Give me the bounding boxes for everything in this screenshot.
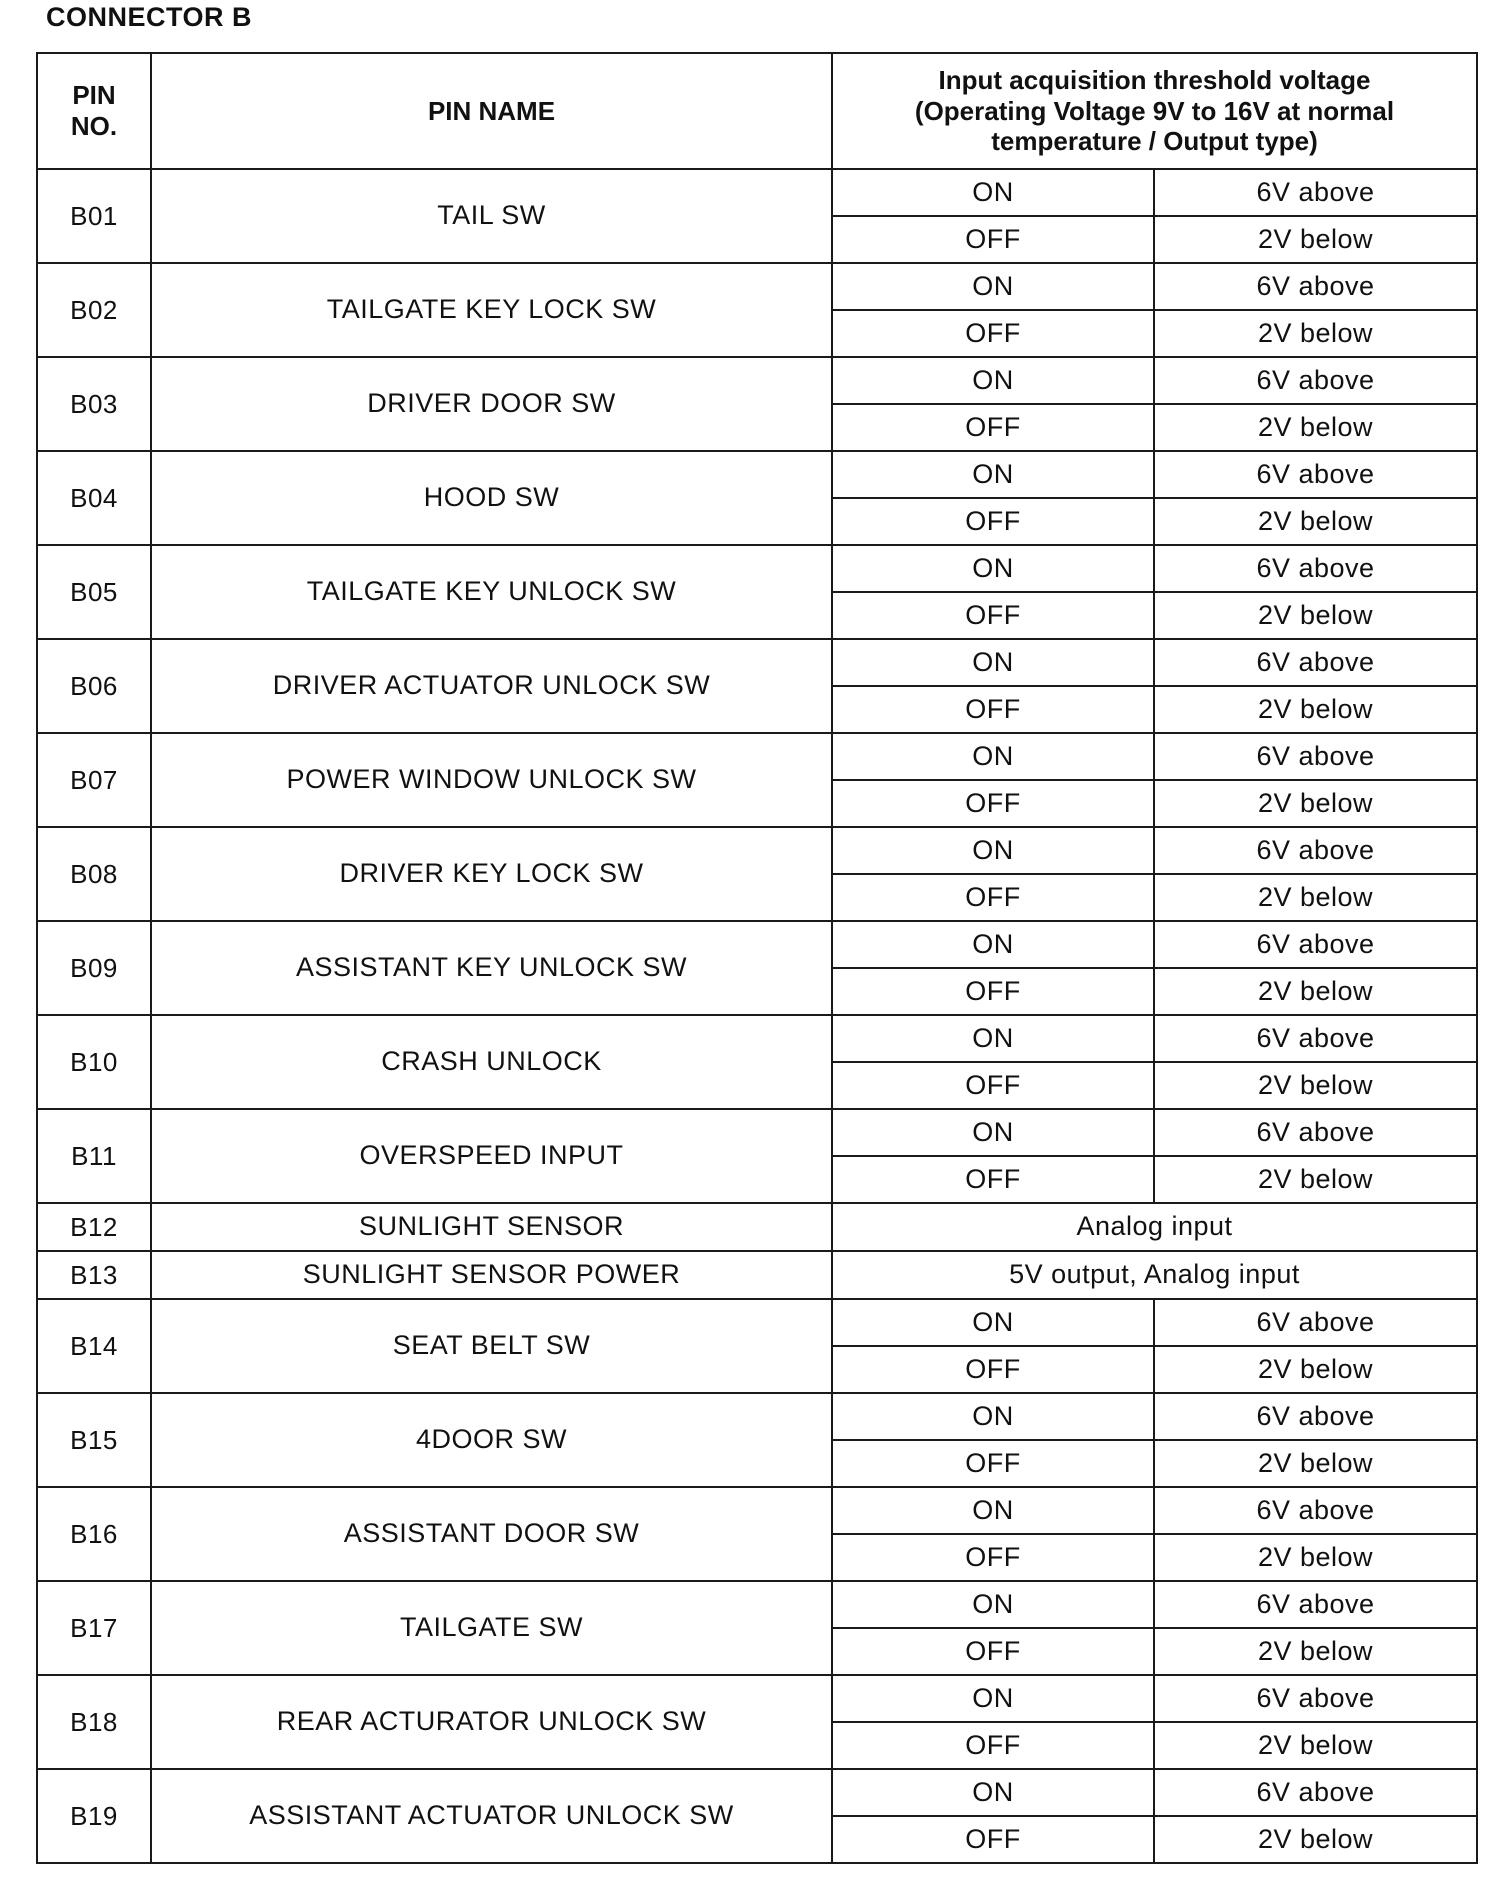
on-threshold-value: 6V above	[1154, 733, 1477, 780]
pin-name: ASSISTANT ACTUATOR UNLOCK SW	[151, 1769, 832, 1863]
off-threshold-value: 2V below	[1154, 1346, 1477, 1393]
table-row	[37, 169, 1477, 216]
on-state-label: ON	[832, 921, 1154, 968]
on-state-label: ON	[832, 1015, 1154, 1062]
table-row	[37, 1769, 1477, 1816]
off-threshold-value: 2V below	[1154, 404, 1477, 451]
off-state-label: OFF	[832, 874, 1154, 921]
off-threshold-value: 2V below	[1154, 310, 1477, 357]
on-state-label: ON	[832, 357, 1154, 404]
pin-name: HOOD SW	[151, 451, 832, 545]
on-threshold-value: 6V above	[1154, 639, 1477, 686]
table-row	[37, 263, 1477, 310]
off-threshold-value: 2V below	[1154, 1062, 1477, 1109]
pin-number: B07	[37, 733, 151, 827]
off-state-label: OFF	[832, 1722, 1154, 1769]
connector-pin-table	[36, 52, 1478, 1864]
pin-number: B13	[37, 1251, 151, 1299]
header-pin-no: PIN NO.	[37, 53, 151, 169]
on-threshold-value: 6V above	[1154, 1109, 1477, 1156]
off-state-label: OFF	[832, 1628, 1154, 1675]
pin-number: B16	[37, 1487, 151, 1581]
on-state-label: ON	[832, 733, 1154, 780]
off-state-label: OFF	[832, 498, 1154, 545]
pin-name: DRIVER KEY LOCK SW	[151, 827, 832, 921]
off-state-label: OFF	[832, 1346, 1154, 1393]
off-threshold-value: 2V below	[1154, 1534, 1477, 1581]
pin-number: B04	[37, 451, 151, 545]
pin-number: B06	[37, 639, 151, 733]
pin-number: B17	[37, 1581, 151, 1675]
on-threshold-value: 6V above	[1154, 357, 1477, 404]
pin-number: B19	[37, 1769, 151, 1863]
table-row	[37, 1203, 1477, 1251]
off-threshold-value: 2V below	[1154, 1722, 1477, 1769]
off-threshold-value: 2V below	[1154, 1628, 1477, 1675]
pin-name: SUNLIGHT SENSOR	[151, 1203, 832, 1251]
pin-number: B05	[37, 545, 151, 639]
off-threshold-value: 2V below	[1154, 1440, 1477, 1487]
pin-number: B03	[37, 357, 151, 451]
pin-number: B09	[37, 921, 151, 1015]
off-threshold-value: 2V below	[1154, 498, 1477, 545]
on-state-label: ON	[832, 1675, 1154, 1722]
off-state-label: OFF	[832, 216, 1154, 263]
on-threshold-value: 6V above	[1154, 545, 1477, 592]
on-state-label: ON	[832, 1769, 1154, 1816]
on-state-label: ON	[832, 827, 1154, 874]
table-row	[37, 1581, 1477, 1628]
on-state-label: ON	[832, 545, 1154, 592]
on-state-label: ON	[832, 169, 1154, 216]
off-threshold-value: 2V below	[1154, 216, 1477, 263]
off-state-label: OFF	[832, 1816, 1154, 1863]
on-threshold-value: 6V above	[1154, 1581, 1477, 1628]
on-threshold-value: 6V above	[1154, 169, 1477, 216]
on-state-label: ON	[832, 1299, 1154, 1346]
off-state-label: OFF	[832, 1534, 1154, 1581]
pin-name: SUNLIGHT SENSOR POWER	[151, 1251, 832, 1299]
table-row	[37, 451, 1477, 498]
on-state-label: ON	[832, 263, 1154, 310]
output-type: Analog input	[832, 1203, 1477, 1251]
pin-name: TAILGATE KEY UNLOCK SW	[151, 545, 832, 639]
table-row	[37, 639, 1477, 686]
on-threshold-value: 6V above	[1154, 1015, 1477, 1062]
pin-name: TAIL SW	[151, 169, 832, 263]
on-threshold-value: 6V above	[1154, 1675, 1477, 1722]
off-state-label: OFF	[832, 404, 1154, 451]
table-row	[37, 921, 1477, 968]
header-threshold: Input acquisition threshold voltage (Operating Voltage 9V to 16V at normal temperature / Output type)	[832, 53, 1477, 169]
on-threshold-value: 6V above	[1154, 1487, 1477, 1534]
table-header	[37, 53, 1477, 169]
off-state-label: OFF	[832, 686, 1154, 733]
off-threshold-value: 2V below	[1154, 592, 1477, 639]
on-threshold-value: 6V above	[1154, 827, 1477, 874]
off-threshold-value: 2V below	[1154, 780, 1477, 827]
pin-name: TAILGATE KEY LOCK SW	[151, 263, 832, 357]
on-threshold-value: 6V above	[1154, 263, 1477, 310]
pin-number: B11	[37, 1109, 151, 1203]
pin-number: B12	[37, 1203, 151, 1251]
table-row	[37, 733, 1477, 780]
pin-name: REAR ACTURATOR UNLOCK SW	[151, 1675, 832, 1769]
off-state-label: OFF	[832, 1062, 1154, 1109]
pin-number: B14	[37, 1299, 151, 1393]
off-threshold-value: 2V below	[1154, 874, 1477, 921]
table-row	[37, 1675, 1477, 1722]
off-state-label: OFF	[832, 1156, 1154, 1203]
on-threshold-value: 6V above	[1154, 921, 1477, 968]
pin-number: B10	[37, 1015, 151, 1109]
pin-name: POWER WINDOW UNLOCK SW	[151, 733, 832, 827]
pin-name: OVERSPEED INPUT	[151, 1109, 832, 1203]
page-title: CONNECTOR B	[46, 2, 253, 32]
off-state-label: OFF	[832, 1440, 1154, 1487]
off-threshold-value: 2V below	[1154, 1156, 1477, 1203]
pin-number: B02	[37, 263, 151, 357]
table-row	[37, 1015, 1477, 1062]
pin-number: B08	[37, 827, 151, 921]
off-state-label: OFF	[832, 780, 1154, 827]
table-row	[37, 357, 1477, 404]
on-threshold-value: 6V above	[1154, 451, 1477, 498]
pin-number: B18	[37, 1675, 151, 1769]
pin-name: CRASH UNLOCK	[151, 1015, 832, 1109]
on-state-label: ON	[832, 1581, 1154, 1628]
on-state-label: ON	[832, 639, 1154, 686]
pin-name: 4DOOR SW	[151, 1393, 832, 1487]
pin-number: B01	[37, 169, 151, 263]
pin-name: TAILGATE SW	[151, 1581, 832, 1675]
off-threshold-value: 2V below	[1154, 968, 1477, 1015]
off-threshold-value: 2V below	[1154, 686, 1477, 733]
on-threshold-value: 6V above	[1154, 1769, 1477, 1816]
table-row	[37, 1109, 1477, 1156]
on-state-label: ON	[832, 1487, 1154, 1534]
off-threshold-value: 2V below	[1154, 1816, 1477, 1863]
off-state-label: OFF	[832, 592, 1154, 639]
table-row	[37, 1487, 1477, 1534]
table-row	[37, 827, 1477, 874]
pin-name: SEAT BELT SW	[151, 1299, 832, 1393]
table-row	[37, 545, 1477, 592]
header-row	[37, 53, 1477, 169]
off-state-label: OFF	[832, 968, 1154, 1015]
pin-name: ASSISTANT DOOR SW	[151, 1487, 832, 1581]
pin-name: ASSISTANT KEY UNLOCK SW	[151, 921, 832, 1015]
pin-number: B15	[37, 1393, 151, 1487]
on-threshold-value: 6V above	[1154, 1299, 1477, 1346]
pin-name: DRIVER DOOR SW	[151, 357, 832, 451]
table-row	[37, 1251, 1477, 1299]
pin-name: DRIVER ACTUATOR UNLOCK SW	[151, 639, 832, 733]
table-body	[37, 169, 1477, 1863]
on-state-label: ON	[832, 1109, 1154, 1156]
on-state-label: ON	[832, 451, 1154, 498]
output-type: 5V output, Analog input	[832, 1251, 1477, 1299]
on-threshold-value: 6V above	[1154, 1393, 1477, 1440]
table-row	[37, 1299, 1477, 1346]
table-row	[37, 1393, 1477, 1440]
header-pin-name: PIN NAME	[151, 53, 832, 169]
on-state-label: ON	[832, 1393, 1154, 1440]
off-state-label: OFF	[832, 310, 1154, 357]
